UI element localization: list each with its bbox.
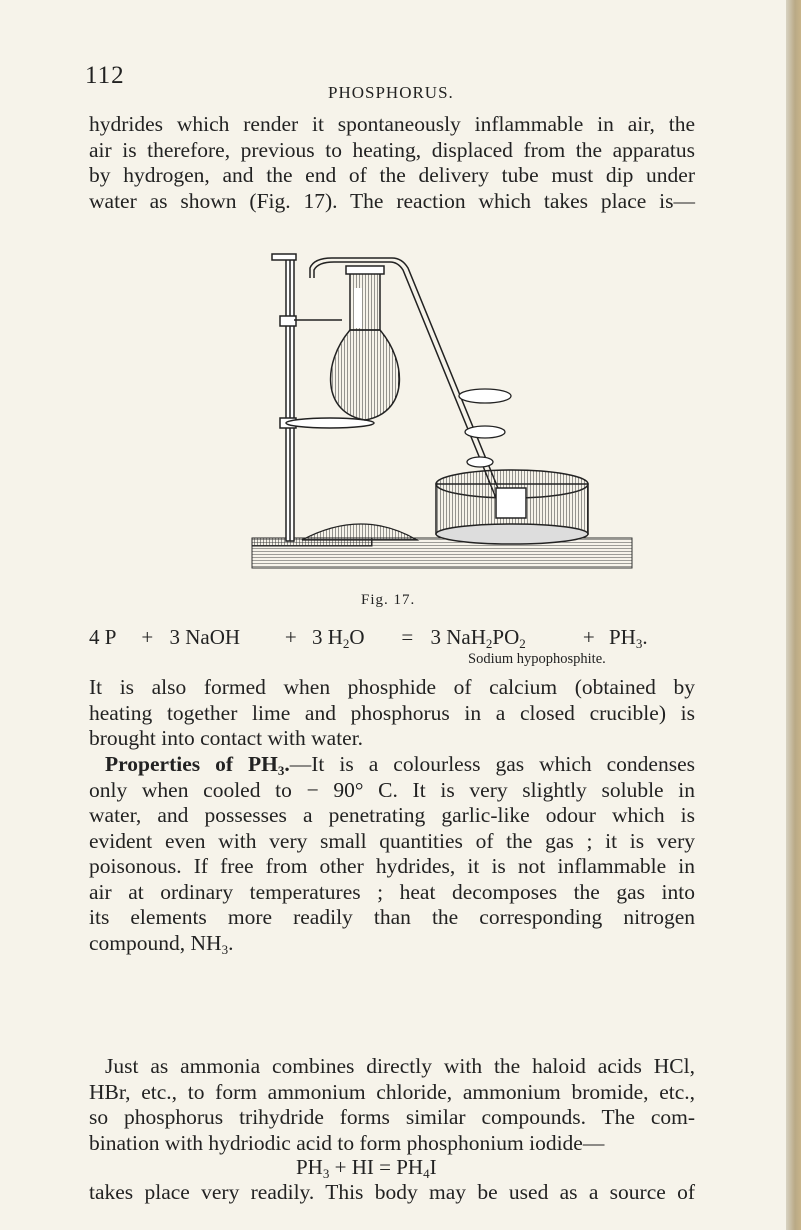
apparatus-figure bbox=[242, 248, 637, 578]
reaction-equation bbox=[89, 625, 709, 650]
eq-text: O bbox=[349, 625, 365, 649]
section-heading bbox=[105, 752, 290, 776]
apparatus-illustration bbox=[242, 248, 637, 578]
phosphonium-equation bbox=[296, 1155, 437, 1180]
heading-text: . bbox=[284, 752, 290, 776]
eq-plus: + bbox=[141, 625, 154, 649]
eq-plus: + bbox=[582, 625, 595, 649]
eq-term: 4 P bbox=[89, 625, 117, 649]
eq-subscript: 3 bbox=[635, 636, 643, 651]
text-line: takes place very readily. This body may be used as a source of bbox=[89, 1180, 695, 1204]
text-line bbox=[89, 752, 695, 778]
ammonia-paragraph bbox=[89, 1054, 695, 1156]
eq-term bbox=[431, 625, 569, 650]
page-number: 112 bbox=[85, 62, 125, 89]
text-line: bination with hydriodic acid to form phosphonium iodide— bbox=[89, 1130, 605, 1155]
text-line: brought into contact with water. bbox=[89, 726, 364, 750]
eq-term bbox=[312, 625, 384, 650]
eq-text: PH bbox=[296, 1155, 323, 1179]
text-line: water as shown (Fig. 17). The reaction which takes place is— bbox=[89, 188, 695, 213]
body-text: —It is a colourless gas which condenses bbox=[289, 752, 695, 776]
eq-subscript: 2 bbox=[519, 636, 526, 651]
page-edge bbox=[786, 0, 801, 1230]
flask bbox=[331, 266, 400, 420]
eq-subscript: 3 bbox=[322, 1166, 330, 1181]
text-line: its elements more readily than the corresponding nitrogen bbox=[89, 905, 695, 929]
text-line: by hydrogen, and the end of the delivery tube must dip under bbox=[89, 163, 695, 187]
text-line: It is also formed when phosphide of calcium (obtained by bbox=[89, 675, 695, 699]
text-line: Just as ammonia combines directly with the haloid acids HCl, bbox=[105, 1054, 695, 1078]
eq-text: . bbox=[642, 625, 648, 649]
base-board bbox=[252, 538, 632, 568]
text-line: hydrides which render it spontaneously inflammable in air, the bbox=[89, 112, 695, 136]
text-line: so phosphorus trihydride forms similar compounds. The com- bbox=[89, 1105, 695, 1129]
text-line: only when cooled to − 90° C. It is very slightly soluble in bbox=[89, 777, 695, 802]
eq-term: 3 NaOH bbox=[169, 625, 241, 649]
eq-equals: = bbox=[401, 625, 414, 649]
text-line: poisonous. If free from other hydrides, it is not inflammable in bbox=[89, 854, 695, 878]
text-line: HBr, etc., to form ammonium chloride, ammonium bromide, etc., bbox=[89, 1079, 695, 1104]
body-subscript: 3 bbox=[221, 941, 229, 957]
eq-subscript: 4 bbox=[423, 1166, 430, 1181]
water-trough bbox=[436, 470, 588, 544]
eq-text: + HI = PH bbox=[329, 1155, 424, 1179]
text-line bbox=[89, 931, 695, 957]
eq-text: 3 NaH bbox=[430, 625, 486, 649]
eq-text: I bbox=[429, 1155, 437, 1179]
text-line: air at ordinary temperatures ; heat decomposes the gas into bbox=[89, 879, 695, 904]
eq-subscript: 2 bbox=[485, 636, 493, 651]
equation-note: Sodium hypophosphite. bbox=[468, 651, 606, 667]
eq-text: PH bbox=[609, 625, 636, 649]
eq-term bbox=[609, 625, 648, 650]
eq-plus: + bbox=[284, 625, 297, 649]
text-line: water, and possesses a penetrating garlic-like odour which is bbox=[89, 803, 695, 827]
heading-subscript: 3 bbox=[277, 763, 285, 778]
body-text: compound, NH bbox=[89, 930, 222, 955]
text-line: air is therefore, previous to heating, displaced from the apparatus bbox=[89, 137, 695, 162]
text-line: heating together lime and phosphorus in a closed crucible) is bbox=[89, 700, 695, 725]
body-text: . bbox=[228, 930, 234, 955]
final-paragraph bbox=[89, 1180, 695, 1206]
flask-support bbox=[302, 524, 417, 540]
figure-caption: Fig. 17. bbox=[361, 592, 416, 608]
intro-paragraph bbox=[89, 112, 695, 214]
eq-text: PO bbox=[492, 625, 520, 649]
text-line: evident even with very small quantities of the gas ; it is very bbox=[89, 828, 695, 853]
calcium-paragraph bbox=[89, 675, 695, 752]
eq-text: 3 H bbox=[312, 625, 343, 649]
properties-paragraph bbox=[89, 752, 695, 956]
running-head: PHOSPHORUS. bbox=[328, 83, 454, 102]
eq-subscript: 2 bbox=[342, 636, 350, 651]
heading-text: Properties of PH bbox=[105, 752, 278, 776]
